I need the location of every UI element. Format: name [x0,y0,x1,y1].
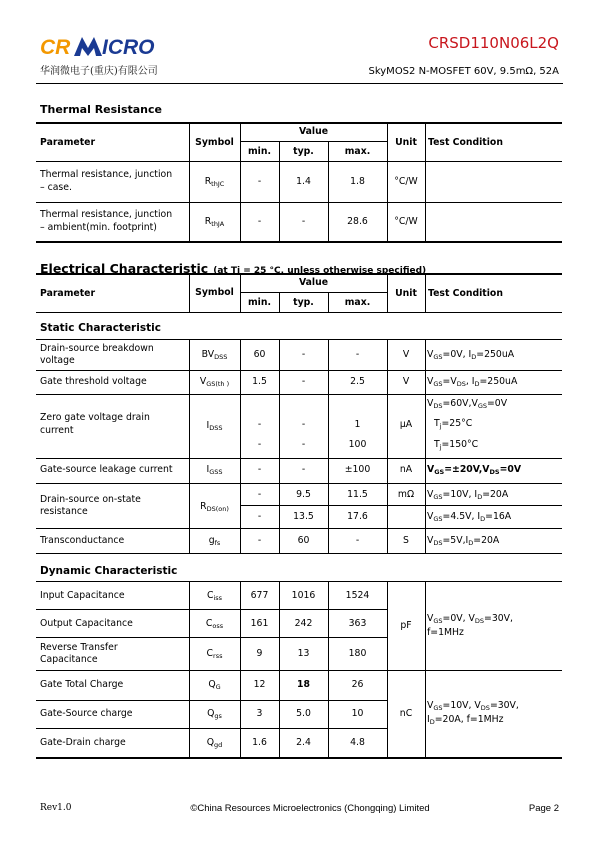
eh-unit: Unit [395,288,417,299]
min-cell: - [257,464,262,475]
crmicro-logo-graphic [40,34,172,60]
max-cell: 1524 [345,590,370,601]
param-cell: Reverse Transfer [40,642,118,653]
symbol-cell: $R_{thJC}$ [204,176,225,188]
typ-cell: - [301,439,306,450]
max-cell: 1.8 [350,176,365,187]
symbol-cell: $Q_{gd}$ [206,737,223,749]
unit-cell: °C/W [394,176,418,187]
th-symbol: Symbol [195,137,234,148]
param-cell: Drain-source breakdown [40,343,154,354]
electrical-note: (at Tj = 25 °C, unless otherwise specified) [213,266,427,276]
typ-cell: 1016 [291,590,316,601]
unit-cell: μA [399,419,413,430]
param-cell: – ambient(min. footprint) [40,222,157,233]
typ-cell: - [301,419,306,430]
typ-cell: - [301,216,306,227]
symbol-cell: $R_{thJA}$ [204,216,225,228]
param-cell: Thermal resistance, junction [40,209,173,220]
gate-charge-condition: $V_{GS}=10V$, $V_{DS}=30V$, [427,700,519,712]
unit-cell: V [402,376,410,387]
typ-cell: - [301,464,306,475]
company-logo [40,34,172,60]
th-min: min. [247,146,272,157]
eh-test-condition: Test Condition [428,288,503,299]
typ-cell: 13 [297,648,310,659]
unit-cell: S [403,535,409,546]
th-typ: typ. [293,146,314,157]
unit-cell: nA [399,464,413,475]
condition-cell: $V_{GS}=V_{DS}$, $I_D=250uA$ [427,376,518,388]
min-cell: 1.5 [252,376,267,387]
symbol-cell: $C_{oss}$ [205,618,224,630]
symbol-cell: $R_{DS(on)}$ [200,501,229,513]
max-cell: 1 [354,419,361,430]
typ-cell: 18 [297,679,310,690]
min-cell: 677 [250,590,269,601]
typ-cell: 60 [297,535,310,546]
param-cell: Gate-Source charge [40,708,133,719]
max-cell: 28.6 [347,216,368,227]
min-cell: 1.6 [252,737,267,748]
product-subtitle: SkyMOS2 N-MOSFET 60V, 9.5mΩ, 52A [368,66,559,77]
typ-cell: 1.4 [296,176,311,187]
max-cell: - [355,349,360,360]
typ-cell: 9.5 [296,489,311,500]
symbol-cell: $I_{DSS}$ [206,420,223,432]
param-cell: Gate-Drain charge [40,737,126,748]
min-cell: - [257,216,262,227]
electrical-title: Electrical Characteristic [40,261,209,276]
min-cell: - [257,535,262,546]
unit-cell: mΩ [397,489,415,500]
eh-typ: typ. [293,297,314,308]
max-cell: - [355,535,360,546]
symbol-cell: $V_{GS(th )}$ [199,376,230,388]
param-cell: voltage [40,355,75,366]
condition-cell: $V_{GS}=4.5V$, $I_D=16A$ [427,511,512,523]
symbol-cell: $I_{GSS}$ [206,464,223,476]
thermal-section-title: Thermal Resistance [40,103,162,116]
typ-cell: 13.5 [293,511,314,522]
gate-charge-condition-2: $I_D=20A$, f=1MHz [427,714,504,726]
typ-cell: - [301,376,306,387]
max-cell: 180 [348,648,367,659]
min-cell: 60 [253,349,266,360]
min-cell: - [257,511,262,522]
max-cell: 2.5 [350,376,365,387]
param-cell: resistance [40,506,88,517]
page-number: Page 2 [528,803,559,814]
min-cell: 161 [250,618,269,629]
param-cell: Zero gate voltage drain [40,412,150,423]
param-cell: Thermal resistance, junction [40,169,173,180]
typ-cell: 5.0 [296,708,311,719]
copyright: ©China Resources Microelectronics (Chongqing) Limited [190,803,430,814]
th-test-condition: Test Condition [428,137,503,148]
max-cell: ±100 [344,464,371,475]
part-number: CRSD110N06L2Q [428,34,559,52]
th-max: max. [344,146,371,157]
param-cell: Drain-source on-state [40,494,141,505]
capacitance-condition: $V_{GS}=0V$, $V_{DS}=30V$, [427,613,513,625]
symbol-cell: $Q_{gs}$ [207,708,222,720]
eh-value: Value [298,277,329,288]
unit-cell: °C/W [394,216,418,227]
static-subtitle: Static Characteristic [40,322,161,334]
company-name-cn: 华润微电子(重庆)有限公司 [40,66,158,77]
param-cell: Gate threshold voltage [40,376,147,387]
condition-cell: $V_{GS}=0V$, $I_D=250uA$ [427,349,515,361]
param-cell: current [40,425,74,436]
unit-cell: V [402,349,410,360]
max-cell: 4.8 [350,737,365,748]
svg-text:CR: CR [40,36,71,59]
param-cell: Output Capacitance [40,618,133,629]
min-cell: 3 [256,708,263,719]
th-parameter: Parameter [40,137,96,148]
dynamic-subtitle: Dynamic Characteristic [40,565,178,577]
param-cell: Input Capacitance [40,590,125,601]
max-cell: 17.6 [347,511,368,522]
condition-cell: $V_{GS}=\pm 20V,V_{DS}=0V$ [427,464,522,476]
typ-cell: 2.4 [296,737,311,748]
max-cell: 26 [351,679,364,690]
th-value: Value [298,126,329,137]
header-divider [36,83,563,84]
param-cell: Capacitance [40,654,98,665]
param-cell: Gate Total Charge [40,679,124,690]
typ-cell: - [301,349,306,360]
param-cell: Transconductance [40,535,125,546]
symbol-cell: $C_{rss}$ [206,648,223,660]
symbol-cell: $Q_G$ [208,679,221,691]
max-cell: 10 [351,708,364,719]
min-cell: - [257,439,262,450]
eh-min: min. [247,297,272,308]
param-cell: Gate-source leakage current [40,464,173,475]
eh-parameter: Parameter [40,288,96,299]
symbol-cell: $C_{iss}$ [206,590,223,602]
condition-cell: $T_j=150^\circ C$ [434,439,479,451]
min-cell: 12 [253,679,266,690]
condition-cell: $V_{GS}=10V$, $I_D=20A$ [427,489,509,501]
max-cell: 11.5 [347,489,368,500]
condition-cell: $T_j=25^\circ C$ [434,418,473,430]
max-cell: 100 [348,439,367,450]
max-cell: 363 [348,618,367,629]
typ-cell: 242 [294,618,313,629]
capacitance-unit: pF [400,620,412,631]
condition-cell: $V_{DS}=5V,I_D=20A$ [427,535,500,547]
gate-charge-unit: nC [399,708,413,719]
svg-text:ICRO: ICRO [102,36,155,59]
symbol-cell: $g_{fs}$ [208,535,221,547]
min-cell: - [257,489,262,500]
param-cell: – case. [40,182,72,193]
eh-symbol: Symbol [195,287,234,298]
condition-cell: $V_{DS}=60V,V_{GS}=0V$ [427,398,508,410]
capacitance-condition-freq: f=1MHz [427,627,464,638]
revision: Rev1.0 [40,803,72,813]
min-cell: - [257,176,262,187]
min-cell: - [257,419,262,430]
symbol-cell: $BV_{DSS}$ [201,349,228,361]
min-cell: 9 [256,648,263,659]
th-unit: Unit [395,137,417,148]
eh-max: max. [344,297,371,308]
